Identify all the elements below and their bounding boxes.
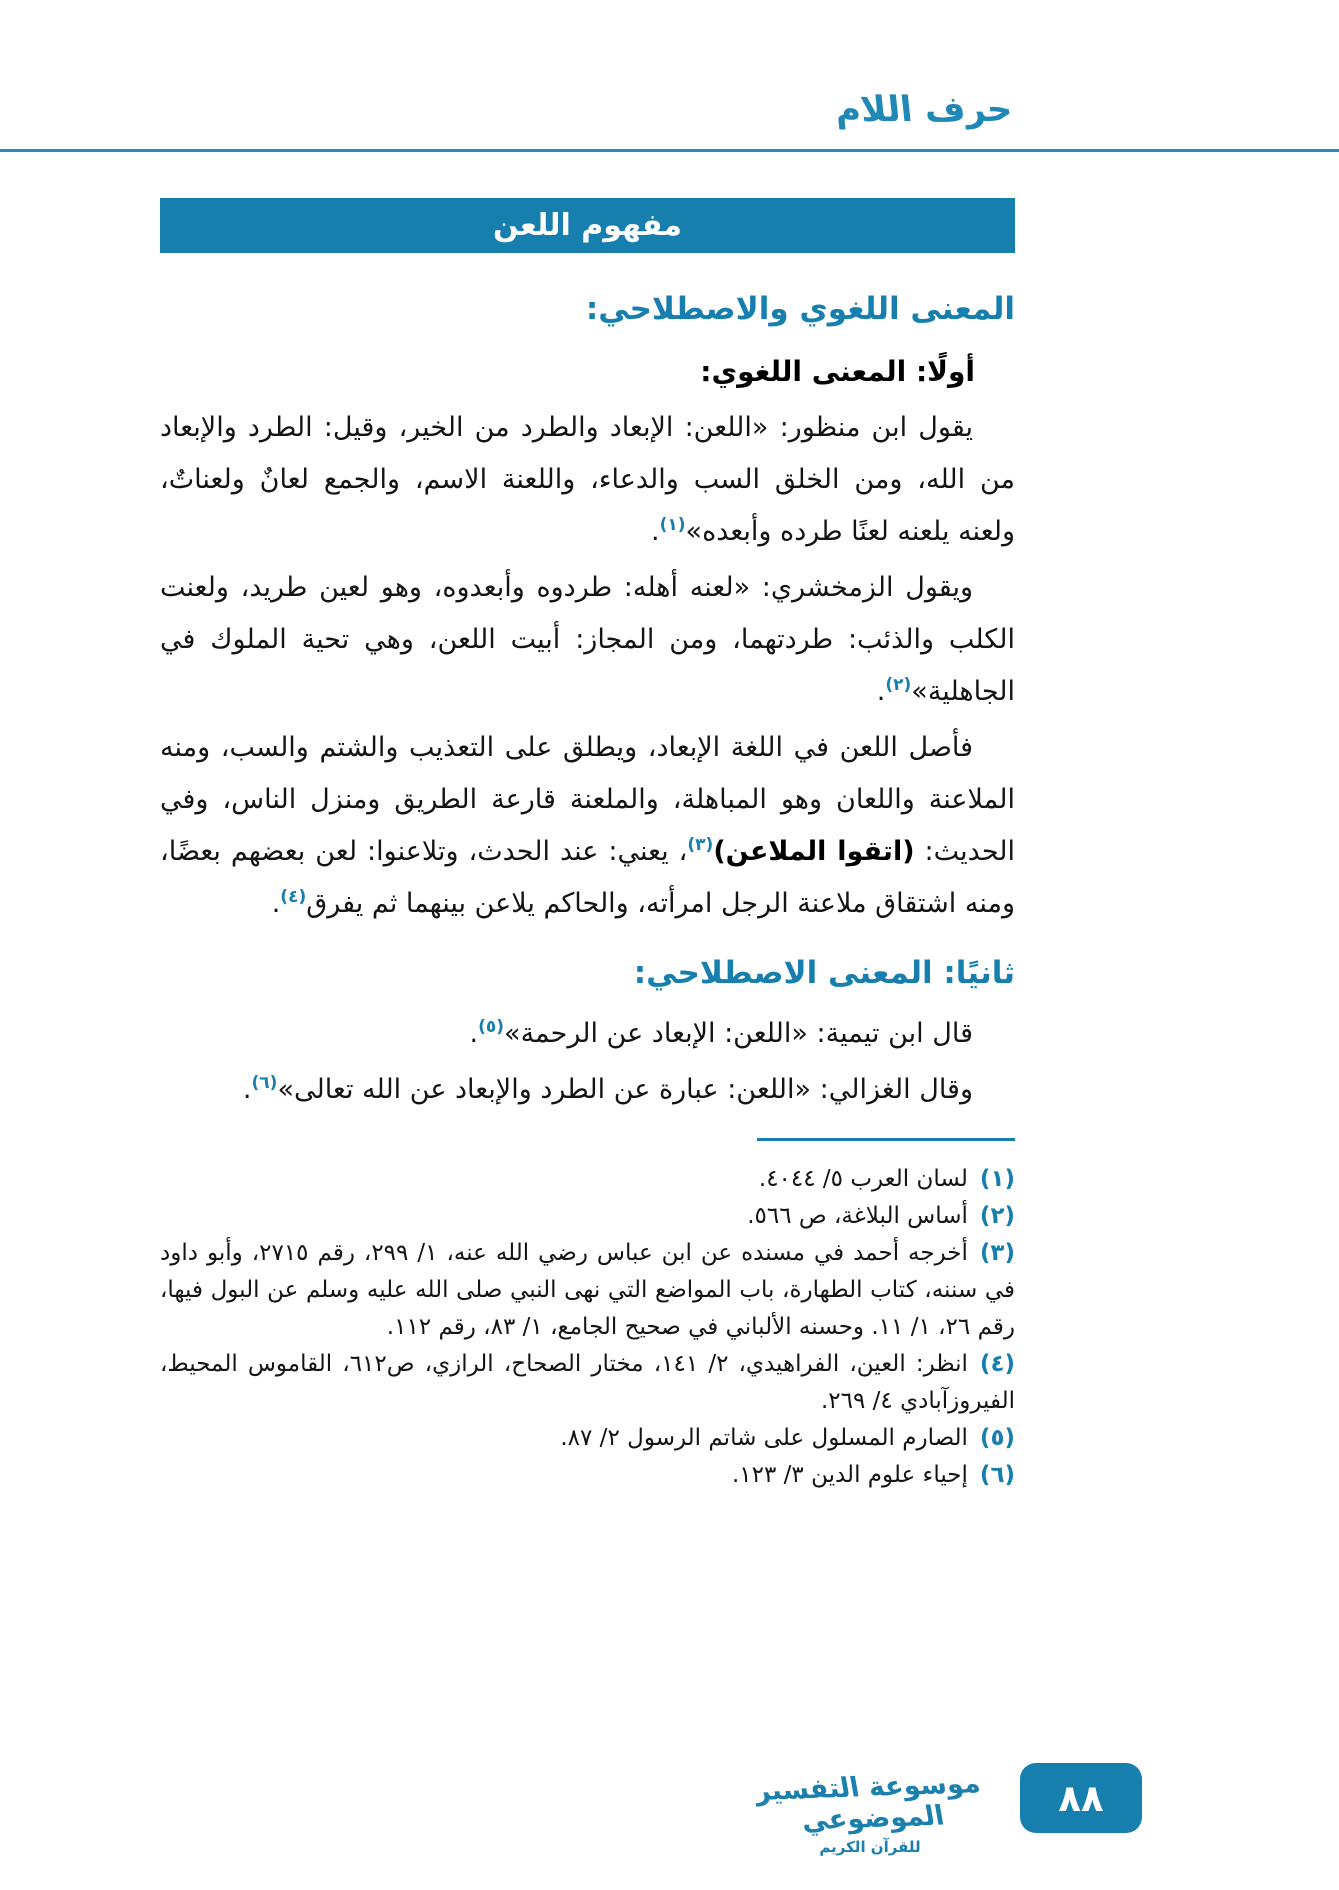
footnote-item-6 (160, 1457, 1015, 1494)
footnote-text: أساس البلاغة، ص ٥٦٦. (747, 1203, 968, 1229)
main-content (160, 280, 1015, 1120)
title-banner (160, 198, 1015, 253)
subheading-linguistic-meaning: أولًا: المعنى اللغوي: (700, 355, 975, 388)
paragraph-period: . (651, 516, 660, 547)
section-heading-terminological-meaning: ثانيًا: المعنى الاصطلاحي: (633, 955, 1015, 991)
footnote-number: (٣) (979, 1240, 1015, 1266)
paragraph-period: . (876, 676, 886, 707)
title-banner-text: مفهوم اللعن (493, 208, 682, 243)
paragraph-text: يقول ابن منظور: «اللعن: الإبعاد والطرد من الخير، وقيل: الطرد والإبعاد من الله، ومن الخلق السب والدعاء، واللعنة الاسم، والجمع لعانٌ ولعناتٌ، ولعنه يلعنه لعنًا طرده وأبعده» (160, 412, 1015, 547)
paragraph-text: ويقول الزمخشري: «لعنه أهله: طردوه وأبعدوه، وهو لعين طريد، ولعنت الكلب والذئب: طردتهما، ومن المجاز: أبيت اللعن، وهي تحية الملوك في الجاهلية» (160, 572, 1015, 707)
logo-title: موسوعة التفسير الموضوعي (751, 1768, 983, 1837)
footnote-marker-6: (٦) (251, 1073, 278, 1093)
publisher-logo (730, 1768, 1010, 1856)
footnote-number: (٤) (979, 1351, 1015, 1377)
footnote-item-4 (160, 1346, 1015, 1420)
hadith-quote: (اتقوا الملاعن) (713, 836, 915, 867)
footnote-text: الصارم المسلول على شاتم الرسول ٢/ ٨٧. (560, 1425, 968, 1451)
footnote-number: (١) (979, 1166, 1015, 1192)
footnote-marker-1: (١) (659, 515, 686, 535)
logo-subtitle: للقرآن الكريم (819, 1838, 921, 1856)
footnote-text: أخرجه أحمد في مسنده عن ابن عباس رضي الله عنه، ١/ ٢٩٩، رقم ٢٧١٥، وأبو داود في سننه، كتاب الطهارة، باب المواضع التي نهى النبي صلى الله عليه وسلم عن البول فيها، رقم ٢٦، ١/ ١١. وحسنه الألباني في صحيح الجامع، ١/ ٨٣، رقم ١١٢. (160, 1240, 1015, 1340)
section-heading-linguistic-terminological: المعنى اللغوي والاصطلاحي: (585, 291, 1015, 327)
page-number-badge (1020, 1763, 1142, 1833)
paragraph-period: . (271, 888, 281, 919)
paragraph-ibn-manzur (160, 402, 1015, 558)
paragraph-text: قال ابن تيمية: «اللعن: الإبعاد عن الرحمة» (504, 1018, 973, 1049)
paragraph-ghazali (160, 1064, 1015, 1116)
footnote-separator-rule (757, 1138, 1015, 1141)
footnote-marker-4: (٤) (280, 887, 307, 907)
footnote-marker-3: (٣) (687, 835, 714, 855)
paragraph-ibn-taymiyyah (160, 1008, 1015, 1060)
footnote-number: (٦) (979, 1462, 1015, 1488)
footnote-number: (٢) (979, 1203, 1015, 1229)
footnote-item-3 (160, 1235, 1015, 1346)
footnote-marker-5: (٥) (478, 1017, 505, 1037)
footnote-number: (٥) (979, 1425, 1015, 1451)
footnote-item-5 (160, 1420, 1015, 1457)
chapter-running-head: حرف اللام (832, 90, 1015, 130)
footnote-item-1 (160, 1161, 1015, 1198)
paragraph-period: . (242, 1074, 252, 1105)
footnotes-section (160, 1138, 1015, 1494)
footnote-text: انظر: العين، الفراهيدي، ٢/ ١٤١، مختار الصحاح، الرازي، ص٦١٢، القاموس المحيط، الفيروزآبادي ٤/ ٢٦٩. (160, 1351, 1015, 1414)
paragraph-text: فأصل اللعن في اللغة الإبعاد، ويطلق على التعذيب والشتم والسب، ومنه الملاعنة واللعان وهو المباهلة، والملعنة قارعة الطريق ومنزل الناس، وفي الحديث: (160, 732, 1015, 867)
paragraph-zamakhshari (160, 562, 1015, 718)
page-number: ٨٨ (1058, 1776, 1104, 1820)
paragraph-period: . (469, 1018, 479, 1049)
footnote-text: لسان العرب ٥/ ٤٠٤٤. (758, 1166, 968, 1192)
paragraph-text: وقال الغزالي: «اللعن: عبارة عن الطرد والإبعاد عن الله تعالى» (277, 1074, 973, 1105)
footnote-item-2 (160, 1198, 1015, 1235)
paragraph-text: ، يعني: عند الحدث، وتلاعنوا: لعن بعضهم بعضًا، ومنه اشتقاق ملاعنة الرجل امرأته، والحاكم يلاعن بينهما ثم يفرق (160, 836, 1015, 919)
paragraph-lan-origin (160, 722, 1015, 930)
footnote-marker-2: (٢) (885, 675, 912, 695)
header-rule (0, 149, 1339, 152)
footnote-text: إحياء علوم الدين ٣/ ١٢٣. (731, 1462, 968, 1488)
